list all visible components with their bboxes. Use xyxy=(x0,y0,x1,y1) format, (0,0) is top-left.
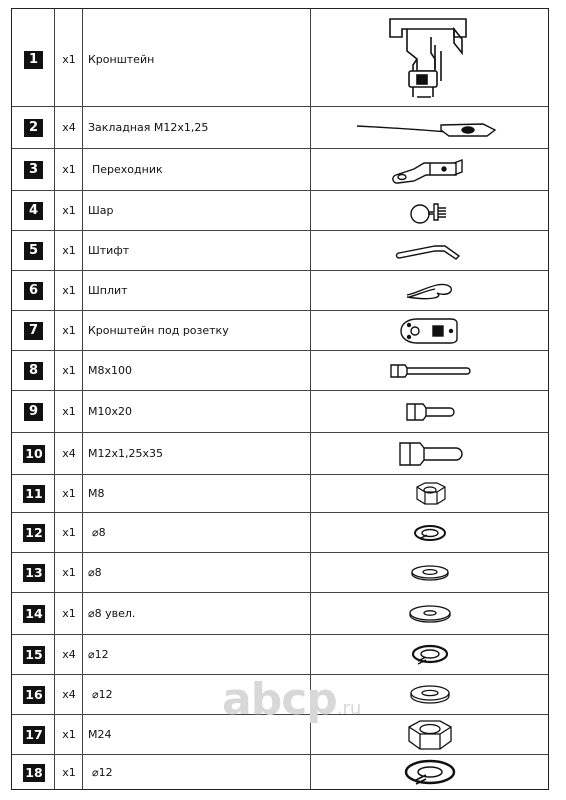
bracket-icon xyxy=(311,9,549,107)
item-quantity: x1 xyxy=(62,324,76,337)
table-row xyxy=(12,635,548,675)
item-quantity: x1 xyxy=(62,728,76,741)
item-number: 17 xyxy=(23,726,45,744)
item-name: Шплит xyxy=(88,284,128,297)
item-quantity: x1 xyxy=(62,566,76,579)
pin-icon xyxy=(311,231,549,271)
bolt-large-icon xyxy=(311,433,549,475)
table-row xyxy=(12,191,548,231)
item-quantity: x4 xyxy=(62,648,76,661)
item-quantity: x1 xyxy=(62,607,76,620)
item-quantity: x1 xyxy=(62,487,76,500)
spring-washer-small-icon xyxy=(311,513,549,553)
bolt-long-icon xyxy=(311,351,549,391)
socket-bracket-icon xyxy=(311,311,549,351)
table-row xyxy=(12,475,548,513)
item-name: ⌀8 xyxy=(92,526,106,539)
table-row xyxy=(12,231,548,271)
item-quantity: x1 xyxy=(62,364,76,377)
table-row xyxy=(12,755,548,791)
item-name: ⌀12 xyxy=(88,648,109,661)
item-name: Кронштейн под розетку xyxy=(88,324,229,337)
item-quantity: x1 xyxy=(62,204,76,217)
item-number: 9 xyxy=(24,403,43,421)
flat-washer-small-icon xyxy=(311,553,549,593)
nut-small-icon xyxy=(311,475,549,513)
watermark-logo: abcp.ru xyxy=(222,674,362,725)
parts-table xyxy=(11,8,549,790)
item-quantity: x1 xyxy=(62,766,76,779)
table-row xyxy=(12,271,548,311)
item-name: М10х20 xyxy=(88,405,132,418)
item-name: Закладная М12х1,25 xyxy=(88,121,209,134)
item-name: Переходник xyxy=(92,163,163,176)
spring-washer-icon xyxy=(311,635,549,675)
adapter-icon xyxy=(311,149,549,191)
item-number: 11 xyxy=(23,485,45,503)
item-quantity: x4 xyxy=(62,688,76,701)
table-row xyxy=(12,351,548,391)
item-number: 13 xyxy=(23,564,45,582)
table-row xyxy=(12,149,548,191)
cotter-pin-icon xyxy=(311,271,549,311)
item-number: 5 xyxy=(24,242,43,260)
item-quantity: x1 xyxy=(62,526,76,539)
item-quantity: x1 xyxy=(62,244,76,257)
flat-washer-wide-icon xyxy=(311,593,549,635)
item-quantity: x4 xyxy=(62,447,76,460)
item-name: ⌀12 xyxy=(92,766,113,779)
table-row xyxy=(12,107,548,149)
item-number: 18 xyxy=(23,764,45,782)
item-number: 12 xyxy=(23,524,45,542)
table-row xyxy=(12,513,548,553)
item-name: М8 xyxy=(88,487,105,500)
item-name: М12х1,25х35 xyxy=(88,447,163,460)
item-number: 2 xyxy=(24,119,43,137)
item-name: ⌀12 xyxy=(92,688,113,701)
table-row xyxy=(12,593,548,635)
item-quantity: x4 xyxy=(62,121,76,134)
item-number: 15 xyxy=(23,646,45,664)
item-quantity: x1 xyxy=(62,284,76,297)
table-row xyxy=(12,391,548,433)
item-quantity: x1 xyxy=(62,53,76,66)
item-number: 8 xyxy=(24,362,43,380)
item-number: 6 xyxy=(24,282,43,300)
item-quantity: x1 xyxy=(62,163,76,176)
item-number: 3 xyxy=(24,161,43,179)
item-number: 1 xyxy=(24,51,43,69)
item-number: 4 xyxy=(24,202,43,220)
spring-washer-large-icon xyxy=(311,755,549,791)
item-number: 14 xyxy=(23,605,45,623)
item-number: 7 xyxy=(24,322,43,340)
item-name: Кронштейн xyxy=(88,53,155,66)
item-name: М8х100 xyxy=(88,364,132,377)
item-name: Шар xyxy=(88,204,114,217)
table-row xyxy=(12,553,548,593)
table-row xyxy=(12,433,548,475)
item-quantity: x1 xyxy=(62,405,76,418)
table-row xyxy=(12,311,548,351)
item-number: 10 xyxy=(23,445,45,463)
table-row xyxy=(12,9,548,107)
embedded-plate-icon xyxy=(311,107,549,149)
item-name: ⌀8 увел. xyxy=(88,607,136,620)
item-name: Штифт xyxy=(88,244,130,257)
tow-ball-icon xyxy=(311,191,549,231)
item-name: М24 xyxy=(88,728,112,741)
item-name: ⌀8 xyxy=(88,566,102,579)
bolt-short-icon xyxy=(311,391,549,433)
item-number: 16 xyxy=(23,686,45,704)
